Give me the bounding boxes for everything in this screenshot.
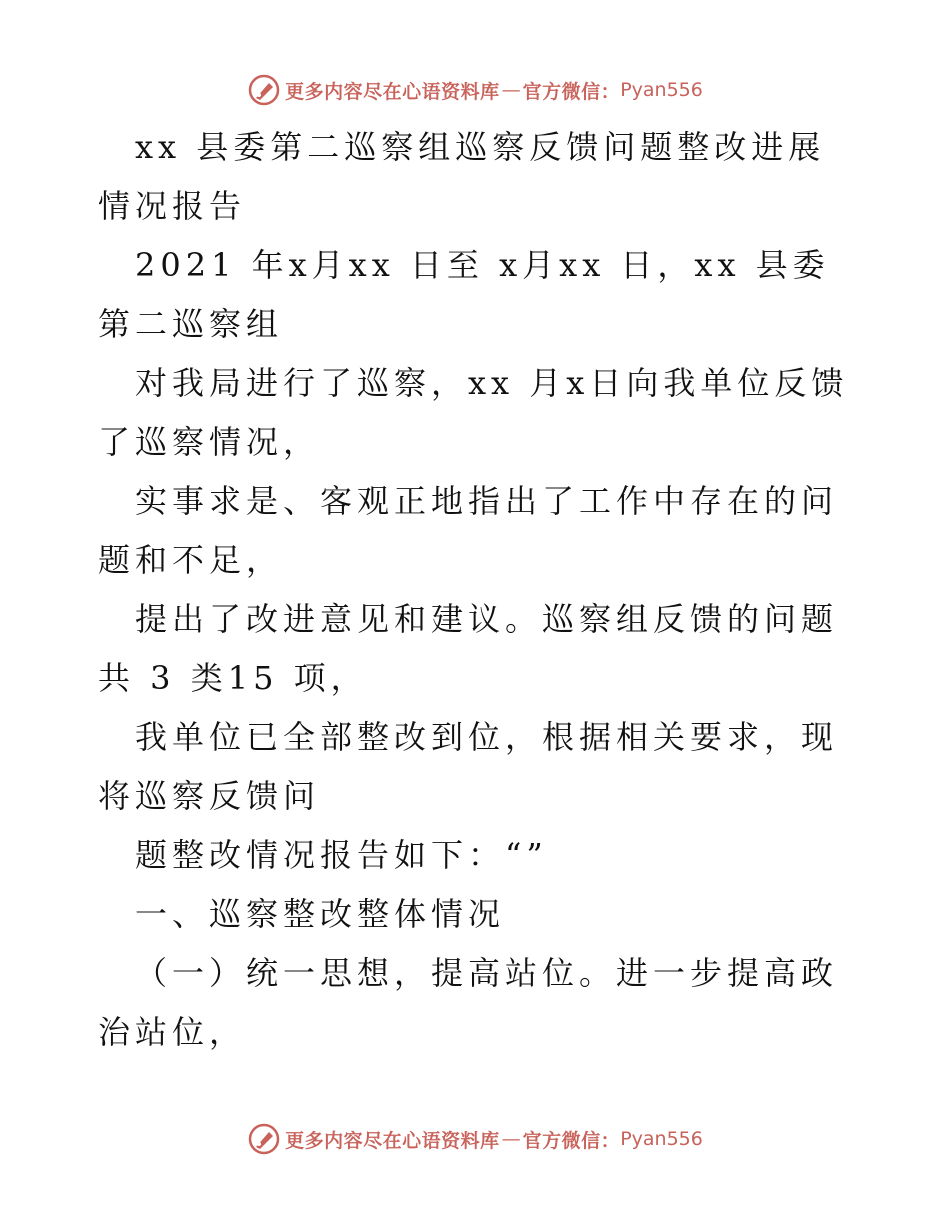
section-heading: 一、巡察整改整体情况 xyxy=(135,895,506,933)
paragraph: 提出了改进意见和建议。巡察组反馈的问题共 3 类15 项， xyxy=(98,600,839,697)
paragraph-title: xx 县委第二巡察组巡察反馈问题整改进展情况报告 xyxy=(98,128,826,225)
watermark-account: Pyan556 xyxy=(620,1128,703,1150)
pen-nib-logo-icon xyxy=(247,1122,281,1156)
watermark-account: Pyan556 xyxy=(620,79,703,101)
paragraph: 对我局进行了巡察，xx 月x日向我单位反馈了巡察情况， xyxy=(98,364,849,461)
watermark-dash: — xyxy=(501,79,521,101)
watermark-text: 更多内容尽在心语资料库 xyxy=(285,1129,500,1152)
pen-nib-logo-icon xyxy=(247,73,281,107)
paragraph: （一）统一思想，提高站位。进一步提高政治站位， xyxy=(98,954,839,1051)
paragraph: 题整改情况报告如下：“” xyxy=(135,836,548,874)
footer-watermark xyxy=(0,1119,950,1159)
watermark-dash: — xyxy=(501,1128,521,1150)
paragraph: 2021 年x月xx 日至 x月xx 日，xx 县委第二巡察组 xyxy=(98,246,830,343)
document-body xyxy=(98,118,858,1062)
header-watermark xyxy=(0,70,950,110)
paragraph: 我单位已全部整改到位，根据相关要求，现将巡察反馈问 xyxy=(98,718,839,815)
watermark-suffix: 官方微信： xyxy=(522,1129,621,1152)
watermark-text: 更多内容尽在心语资料库 xyxy=(285,80,500,103)
watermark-suffix: 官方微信： xyxy=(522,80,621,103)
paragraph: 实事求是、客观正地指出了工作中存在的问题和不足， xyxy=(98,482,839,579)
